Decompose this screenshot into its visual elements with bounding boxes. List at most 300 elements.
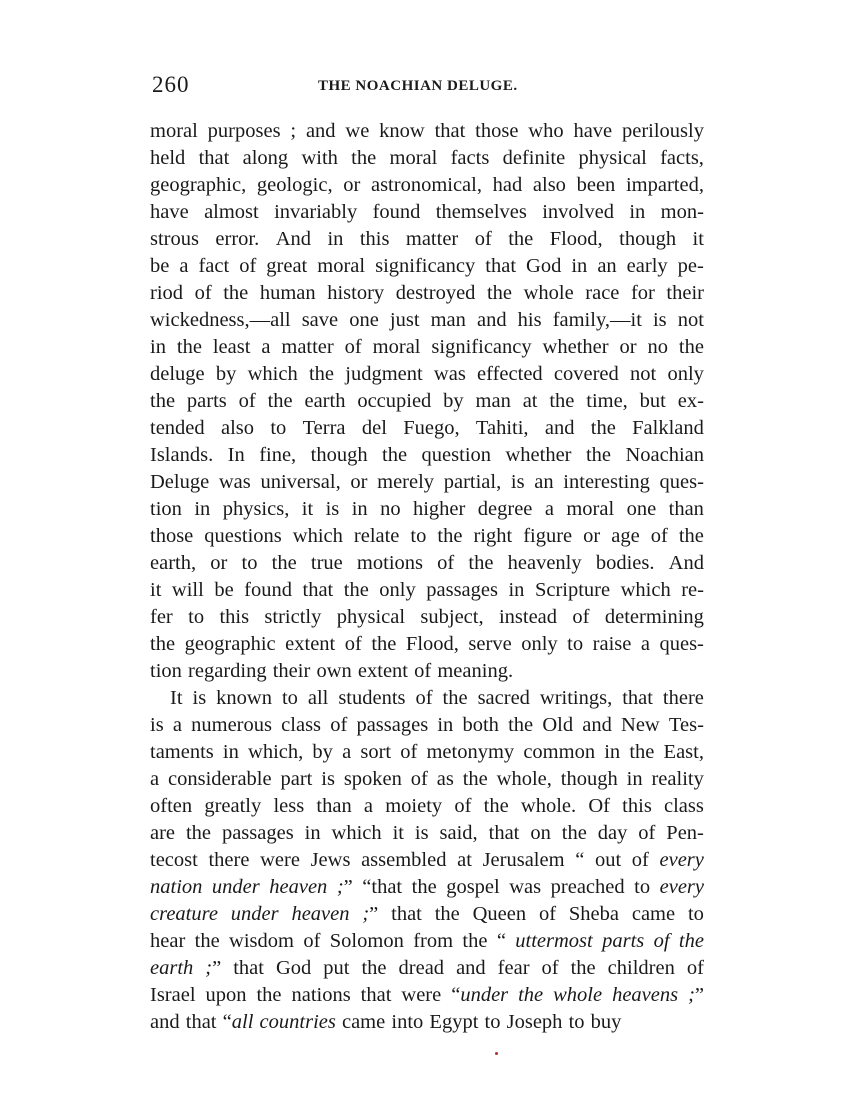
text-line — [150, 388, 704, 415]
word: this — [219, 606, 250, 628]
word: heaven — [269, 876, 328, 898]
word: geologic, — [256, 174, 333, 196]
word: came — [341, 1011, 386, 1033]
word: children — [607, 957, 675, 979]
word: taments — [150, 741, 214, 763]
word: on — [530, 822, 551, 844]
word: And — [275, 228, 311, 250]
word: extent — [285, 633, 336, 655]
word: numerous — [191, 714, 272, 736]
word: in — [150, 336, 166, 358]
word: at — [522, 390, 538, 412]
word: the — [590, 417, 616, 439]
word: ;” — [362, 903, 379, 925]
word: the — [508, 228, 534, 250]
text-line — [150, 226, 704, 253]
word: higher — [412, 498, 466, 520]
word: for — [630, 282, 655, 304]
word: fact — [198, 255, 230, 277]
word: own — [316, 660, 352, 682]
word: is — [192, 687, 207, 709]
word: uttermost — [515, 930, 593, 952]
word: moral — [566, 498, 615, 520]
word: this — [359, 228, 390, 250]
word: tion — [150, 498, 182, 520]
word: nation — [150, 876, 203, 898]
word: the — [361, 957, 387, 979]
word: and — [456, 957, 486, 979]
word: that — [434, 120, 466, 142]
text-line — [150, 793, 704, 820]
word: their — [666, 282, 704, 304]
text-line — [150, 577, 704, 604]
word: to — [410, 525, 427, 547]
word: put — [323, 957, 350, 979]
text-line — [150, 550, 704, 577]
text-line — [150, 631, 704, 658]
word: facts — [450, 147, 490, 169]
word: that — [302, 579, 334, 601]
word: day — [597, 822, 628, 844]
word: ex- — [677, 390, 704, 412]
word: ;” — [336, 876, 353, 898]
word: the — [678, 930, 704, 952]
text-line — [150, 145, 704, 172]
word: of — [344, 336, 362, 358]
word: del — [361, 417, 387, 439]
word: fer — [150, 606, 173, 628]
word: it — [392, 822, 404, 844]
text-line — [150, 955, 704, 982]
word: matter — [405, 228, 459, 250]
word: extent — [357, 660, 408, 682]
word: facts, — [660, 147, 704, 169]
word: whole. — [520, 795, 577, 817]
word: will — [171, 579, 204, 601]
word: were — [401, 984, 442, 1006]
word: Flood, — [549, 228, 603, 250]
word: less — [273, 795, 305, 817]
word: of — [454, 795, 472, 817]
word: the — [351, 147, 377, 169]
word: “under — [451, 984, 509, 1006]
word: moral — [372, 336, 421, 358]
word: or — [343, 174, 361, 196]
word: that — [485, 255, 517, 277]
word: a — [261, 336, 271, 358]
word: to — [567, 633, 584, 655]
text-line — [150, 820, 704, 847]
word: the — [150, 633, 176, 655]
word: the — [508, 714, 534, 736]
word: the — [585, 444, 611, 466]
word: and — [150, 1011, 180, 1033]
text-line — [150, 172, 704, 199]
word: man — [475, 390, 511, 412]
word: and — [544, 417, 575, 439]
word: was — [433, 363, 466, 385]
word: of — [631, 849, 649, 871]
word: moral — [150, 120, 198, 142]
word: right — [473, 525, 513, 547]
word: in — [304, 822, 321, 844]
text-line — [150, 766, 704, 793]
word: reality — [651, 768, 704, 790]
word: also — [220, 417, 254, 439]
word: the — [486, 282, 513, 304]
word: the — [678, 336, 704, 358]
word: God — [275, 957, 312, 979]
word: that — [233, 957, 264, 979]
word: which, — [248, 741, 304, 763]
word: in — [604, 741, 621, 763]
word: under — [230, 903, 279, 925]
word: significancy — [375, 255, 476, 277]
word: geographic — [184, 633, 276, 655]
word: a — [640, 633, 650, 655]
word: whole — [553, 984, 603, 1006]
word: a — [363, 795, 374, 817]
word: countries — [259, 1011, 336, 1033]
word: to — [568, 1011, 585, 1033]
text-line — [150, 874, 704, 901]
word: an — [597, 255, 617, 277]
word: nations — [291, 984, 351, 1006]
word: Queen — [472, 903, 527, 925]
word: true — [310, 552, 343, 574]
word: one — [626, 498, 657, 520]
word: the — [518, 984, 544, 1006]
word: occupied — [357, 390, 432, 412]
word: of — [572, 606, 590, 628]
word: in — [571, 255, 588, 277]
word: figure — [523, 525, 573, 547]
word: spoken — [343, 768, 402, 790]
word: or — [619, 336, 637, 358]
word: motions — [356, 552, 423, 574]
word: of — [650, 525, 668, 547]
word: though — [560, 768, 618, 790]
text-line — [150, 334, 704, 361]
word: to — [281, 687, 298, 709]
word: age — [611, 525, 640, 547]
word: is — [325, 498, 340, 520]
text-line — [150, 253, 704, 280]
page-number: 260 — [152, 72, 190, 97]
word: in — [508, 579, 525, 601]
word: upon — [205, 984, 247, 1006]
word: great — [266, 255, 308, 277]
word: is — [510, 471, 525, 493]
word: is — [321, 768, 335, 790]
word: covered — [553, 363, 619, 385]
word: known — [216, 687, 272, 709]
word: hear — [150, 930, 186, 952]
word: astronomical, — [370, 174, 482, 196]
word: perilously — [621, 120, 704, 142]
word: a — [342, 741, 352, 763]
word: merely — [377, 471, 435, 493]
word: whether — [505, 444, 572, 466]
word: to — [484, 1011, 501, 1033]
word: of — [541, 957, 559, 979]
word: the — [434, 903, 460, 925]
word: It — [170, 687, 183, 709]
word: often — [150, 795, 193, 817]
text-line — [150, 982, 704, 1009]
word: destroyed — [395, 282, 476, 304]
word: in — [437, 714, 454, 736]
word: or — [350, 471, 368, 493]
word: Sheba — [568, 903, 619, 925]
word: that — [622, 687, 653, 709]
word: every — [659, 876, 704, 898]
word: fine, — [259, 444, 297, 466]
word: fear — [497, 957, 530, 979]
word: moral — [317, 255, 366, 277]
word: ques- — [659, 471, 704, 493]
text-line — [150, 280, 704, 307]
word: relate — [353, 525, 400, 547]
word: creature — [150, 903, 218, 925]
word: we — [345, 120, 370, 142]
word: earth — [150, 957, 194, 979]
word: regarding — [188, 660, 267, 682]
word: have — [150, 201, 189, 223]
word: to — [270, 417, 287, 439]
paragraph — [150, 685, 704, 1036]
word: and — [582, 714, 612, 736]
word: the — [437, 525, 463, 547]
word: by — [443, 390, 464, 412]
word: a — [179, 255, 189, 277]
word: of — [653, 930, 670, 952]
word: was — [509, 876, 542, 898]
word: strictly — [264, 606, 322, 628]
text-line — [150, 442, 704, 469]
word: Terra — [302, 417, 346, 439]
word: common — [523, 741, 596, 763]
word: Jerusalem — [482, 849, 565, 871]
word: of — [194, 282, 212, 304]
word: the — [561, 822, 587, 844]
word: held — [150, 147, 186, 169]
word: heavenly — [507, 552, 582, 574]
word: the — [267, 390, 293, 412]
word: ;” — [688, 984, 704, 1006]
word: “all — [222, 1011, 254, 1033]
paragraph — [150, 118, 704, 685]
word: human — [259, 282, 316, 304]
word: were — [260, 849, 300, 871]
word: Deluge — [150, 471, 210, 493]
word: it — [150, 579, 162, 601]
word: that — [488, 822, 520, 844]
word: re- — [681, 579, 704, 601]
word: class — [664, 795, 704, 817]
word: East, — [663, 741, 704, 763]
word: the — [483, 795, 509, 817]
word: to — [687, 903, 704, 925]
word: Egypt — [429, 1011, 479, 1033]
word: geographic, — [150, 174, 247, 196]
text-line — [150, 469, 704, 496]
word: was — [218, 471, 251, 493]
word: in — [222, 741, 239, 763]
word: the — [462, 930, 488, 952]
word: all — [307, 687, 329, 709]
word: the — [411, 876, 437, 898]
word: moral — [389, 147, 438, 169]
word: every — [659, 849, 704, 871]
word: earth — [304, 390, 346, 412]
word: Solomon — [329, 930, 404, 952]
word: or — [210, 552, 228, 574]
word: as — [436, 768, 454, 790]
word: from — [413, 930, 454, 952]
word: determining — [604, 606, 704, 628]
text-line — [150, 307, 704, 334]
word: degree — [477, 498, 533, 520]
word: his — [517, 309, 542, 331]
word: it — [692, 228, 704, 250]
word: a — [544, 498, 554, 520]
word: it — [301, 498, 314, 520]
word: interesting — [563, 471, 650, 493]
word: be — [150, 255, 170, 277]
text-line — [150, 658, 704, 685]
word: error. — [215, 228, 260, 250]
word: metonymy — [426, 741, 515, 763]
word: though — [310, 444, 368, 466]
word: the — [371, 633, 397, 655]
word: students — [338, 687, 406, 709]
word: is — [414, 822, 429, 844]
page-header — [152, 72, 705, 102]
word: meaning. — [437, 660, 514, 682]
word: Tes- — [668, 714, 704, 736]
word: universal, — [260, 471, 341, 493]
word: that — [198, 147, 230, 169]
word: which — [620, 579, 671, 601]
word: been — [576, 174, 616, 196]
word: deluge — [150, 363, 205, 385]
word: whole — [523, 282, 574, 304]
word: the — [442, 687, 468, 709]
word: raise — [592, 633, 632, 655]
word: physical — [336, 606, 406, 628]
word: those — [475, 120, 519, 142]
word: subject, — [420, 606, 484, 628]
word: passages — [356, 714, 429, 736]
word: almost — [204, 201, 259, 223]
word: the — [343, 579, 369, 601]
word: strous — [150, 228, 199, 250]
word: the — [176, 336, 202, 358]
word: class — [281, 714, 322, 736]
text-line — [150, 685, 704, 712]
word: of — [239, 255, 257, 277]
word: the — [629, 741, 655, 763]
word: is — [150, 714, 164, 736]
word: Jews — [310, 849, 351, 871]
word: in — [327, 228, 344, 250]
word: in — [629, 201, 646, 223]
word: found — [244, 579, 292, 601]
word: Old — [542, 714, 574, 736]
word: of — [238, 390, 256, 412]
body-text — [150, 118, 704, 1036]
word: imparted, — [625, 174, 704, 196]
word: wisdom — [229, 930, 294, 952]
word: Flood, — [405, 633, 459, 655]
word: which — [331, 822, 382, 844]
word: are — [150, 822, 176, 844]
word: serve — [468, 633, 512, 655]
word: pe- — [677, 255, 704, 277]
word: And — [668, 552, 704, 574]
word: wickedness,—all — [150, 309, 291, 331]
word: involved — [542, 201, 614, 223]
word: with — [301, 147, 338, 169]
word: of — [410, 768, 428, 790]
word: family,—it — [552, 309, 642, 331]
text-line — [150, 199, 704, 226]
word: greatly — [204, 795, 262, 817]
word: themselves — [435, 201, 527, 223]
word: not — [630, 363, 657, 385]
word: of — [415, 687, 433, 709]
word: In — [227, 444, 245, 466]
word: of — [474, 228, 492, 250]
word: is — [652, 309, 667, 331]
word: of — [400, 741, 418, 763]
word: mon- — [660, 201, 704, 223]
word: that — [185, 1011, 217, 1033]
text-line — [150, 415, 704, 442]
word: gospel — [446, 876, 500, 898]
word: the — [194, 930, 220, 952]
word: found — [372, 201, 421, 223]
word: Israel — [150, 984, 196, 1006]
word: of — [330, 714, 348, 736]
word: though — [619, 228, 677, 250]
word: that — [360, 984, 392, 1006]
text-line — [150, 739, 704, 766]
word: which — [292, 525, 343, 547]
word: of — [437, 552, 455, 574]
word: Pen- — [666, 822, 704, 844]
word: out — [594, 849, 622, 871]
word: only — [667, 363, 704, 385]
word: sacred — [477, 687, 530, 709]
word: in — [351, 498, 368, 520]
word: by — [215, 363, 237, 385]
word: no — [380, 498, 401, 520]
word: Of — [588, 795, 610, 817]
word: God — [526, 255, 562, 277]
word: came — [631, 903, 676, 925]
word: “ — [496, 930, 506, 952]
word: the — [678, 525, 704, 547]
word: heavens — [612, 984, 679, 1006]
word: partial, — [443, 471, 502, 493]
word: of — [303, 930, 321, 952]
word: tion — [150, 660, 182, 682]
word: the — [256, 984, 282, 1006]
word: whole, — [496, 768, 552, 790]
word: Joseph — [506, 1011, 563, 1033]
